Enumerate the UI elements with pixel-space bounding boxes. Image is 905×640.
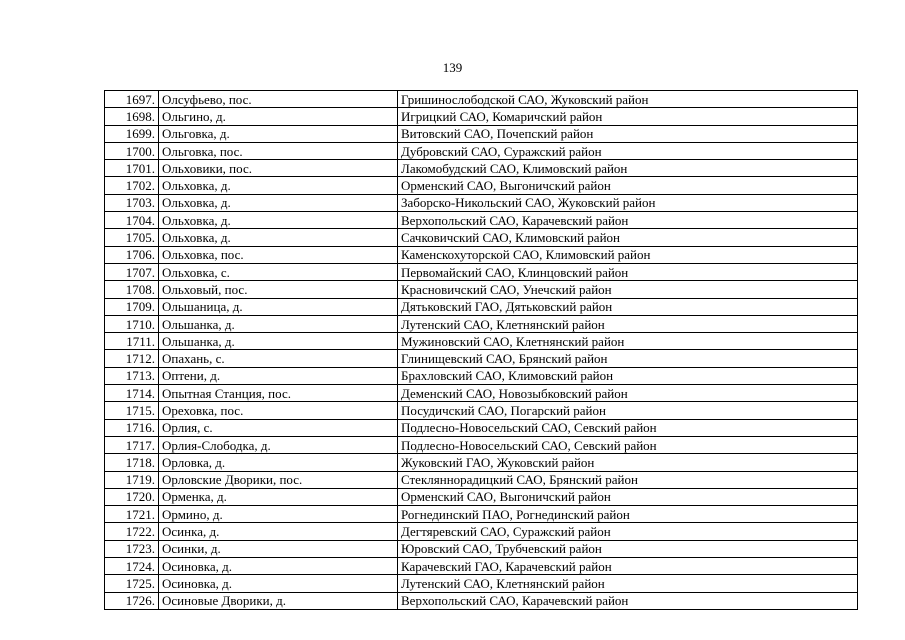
settlement-table-body	[105, 91, 858, 610]
table-row	[105, 350, 858, 367]
settlement-name-cell: Опахань, с.	[159, 350, 398, 367]
row-number-cell: 1714.	[105, 385, 159, 402]
district-cell: Глинищевский САО, Брянский район	[398, 350, 858, 367]
district-cell: Лутенский САО, Клетнянский район	[398, 315, 858, 332]
row-number-cell: 1698.	[105, 108, 159, 125]
table-row	[105, 246, 858, 263]
settlement-name-cell: Ольшанка, д.	[159, 333, 398, 350]
table-row	[105, 540, 858, 557]
settlement-name-cell: Ольшаница, д.	[159, 298, 398, 315]
table-row	[105, 436, 858, 453]
district-cell: Дегтяревский САО, Суражский район	[398, 523, 858, 540]
district-cell: Дубровский САО, Суражский район	[398, 142, 858, 159]
district-cell: Дятьковский ГАО, Дятьковский район	[398, 298, 858, 315]
row-number-cell: 1715.	[105, 402, 159, 419]
row-number-cell: 1725.	[105, 575, 159, 592]
district-cell: Сачковичский САО, Климовский район	[398, 229, 858, 246]
row-number-cell: 1718.	[105, 454, 159, 471]
row-number-cell: 1704.	[105, 212, 159, 229]
row-number-cell: 1703.	[105, 194, 159, 211]
table-row	[105, 160, 858, 177]
row-number-cell: 1712.	[105, 350, 159, 367]
table-row	[105, 229, 858, 246]
table-row	[105, 385, 858, 402]
page-number: 139	[442, 60, 463, 75]
row-number-cell: 1708.	[105, 281, 159, 298]
district-cell: Верхопольский САО, Карачевский район	[398, 592, 858, 609]
table-row	[105, 263, 858, 280]
settlement-name-cell: Осиновые Дворики, д.	[159, 592, 398, 609]
table-row	[105, 419, 858, 436]
row-number-cell: 1713.	[105, 367, 159, 384]
settlement-name-cell: Ормино, д.	[159, 506, 398, 523]
table-row	[105, 592, 858, 609]
district-cell: Игрицкий САО, Комаричский район	[398, 108, 858, 125]
district-cell: Лутенский САО, Клетнянский район	[398, 575, 858, 592]
table-row	[105, 194, 858, 211]
table-row	[105, 471, 858, 488]
settlement-name-cell: Ольговка, д.	[159, 125, 398, 142]
settlement-name-cell: Осинка, д.	[159, 523, 398, 540]
table-row	[105, 177, 858, 194]
table-row	[105, 108, 858, 125]
settlement-name-cell: Ольговка, пос.	[159, 142, 398, 159]
settlement-name-cell: Орловские Дворики, пос.	[159, 471, 398, 488]
district-cell: Подлесно-Новосельский САО, Севский район	[398, 419, 858, 436]
table-row	[105, 402, 858, 419]
district-cell: Подлесно-Новосельский САО, Севский район	[398, 436, 858, 453]
table-row	[105, 506, 858, 523]
district-cell: Лакомобудский САО, Климовский район	[398, 160, 858, 177]
row-number-cell: 1719.	[105, 471, 159, 488]
district-cell: Юровский САО, Трубчевский район	[398, 540, 858, 557]
district-cell: Посудичский САО, Погарский район	[398, 402, 858, 419]
row-number-cell: 1709.	[105, 298, 159, 315]
settlement-name-cell: Олсуфьево, пос.	[159, 91, 398, 108]
district-cell: Каменскохуторской САО, Климовский район	[398, 246, 858, 263]
settlement-name-cell: Ольховый, пос.	[159, 281, 398, 298]
district-cell: Рогнединский ПАО, Рогнединский район	[398, 506, 858, 523]
row-number-cell: 1700.	[105, 142, 159, 159]
table-row	[105, 315, 858, 332]
table-row	[105, 558, 858, 575]
row-number-cell: 1717.	[105, 436, 159, 453]
settlement-name-cell: Орловка, д.	[159, 454, 398, 471]
settlement-name-cell: Орменка, д.	[159, 488, 398, 505]
table-row	[105, 575, 858, 592]
settlement-name-cell: Ольховка, д.	[159, 177, 398, 194]
table-row	[105, 281, 858, 298]
district-cell: Заборско-Никольский САО, Жуковский район	[398, 194, 858, 211]
row-number-cell: 1722.	[105, 523, 159, 540]
settlement-name-cell: Ольховка, д.	[159, 194, 398, 211]
district-cell: Жуковский ГАО, Жуковский район	[398, 454, 858, 471]
settlement-name-cell: Ольховка, д.	[159, 212, 398, 229]
district-cell: Карачевский ГАО, Карачевский район	[398, 558, 858, 575]
district-cell: Витовский САО, Почепский район	[398, 125, 858, 142]
row-number-cell: 1721.	[105, 506, 159, 523]
row-number-cell: 1699.	[105, 125, 159, 142]
settlement-name-cell: Ольшанка, д.	[159, 315, 398, 332]
table-row	[105, 454, 858, 471]
row-number-cell: 1707.	[105, 263, 159, 280]
row-number-cell: 1705.	[105, 229, 159, 246]
table-row	[105, 488, 858, 505]
row-number-cell: 1706.	[105, 246, 159, 263]
settlement-table	[104, 90, 858, 610]
settlement-name-cell: Ольгино, д.	[159, 108, 398, 125]
table-row	[105, 91, 858, 108]
table-row	[105, 142, 858, 159]
settlement-name-cell: Ореховка, пос.	[159, 402, 398, 419]
settlement-name-cell: Оптени, д.	[159, 367, 398, 384]
row-number-cell: 1723.	[105, 540, 159, 557]
settlement-name-cell: Осинки, д.	[159, 540, 398, 557]
settlement-name-cell: Осиновка, д.	[159, 558, 398, 575]
district-cell: Стекляннорадицкий САО, Брянский район	[398, 471, 858, 488]
row-number-cell: 1726.	[105, 592, 159, 609]
district-cell: Первомайский САО, Клинцовский район	[398, 263, 858, 280]
row-number-cell: 1701.	[105, 160, 159, 177]
table-row	[105, 125, 858, 142]
row-number-cell: 1710.	[105, 315, 159, 332]
district-cell: Верхопольский САО, Карачевский район	[398, 212, 858, 229]
settlement-name-cell: Ольховка, пос.	[159, 246, 398, 263]
row-number-cell: 1697.	[105, 91, 159, 108]
row-number-cell: 1711.	[105, 333, 159, 350]
district-cell: Деменский САО, Новозыбковский район	[398, 385, 858, 402]
district-cell: Мужиновский САО, Клетнянский район	[398, 333, 858, 350]
settlement-name-cell: Орлия, с.	[159, 419, 398, 436]
settlement-name-cell: Ольховка, д.	[159, 229, 398, 246]
district-cell: Орменский САО, Выгоничский район	[398, 488, 858, 505]
row-number-cell: 1702.	[105, 177, 159, 194]
row-number-cell: 1716.	[105, 419, 159, 436]
settlement-name-cell: Опытная Станция, пос.	[159, 385, 398, 402]
row-number-cell: 1720.	[105, 488, 159, 505]
district-cell: Красновичский САО, Унечский район	[398, 281, 858, 298]
district-cell: Гришинослободской САО, Жуковский район	[398, 91, 858, 108]
district-cell: Орменский САО, Выгоничский район	[398, 177, 858, 194]
table-row	[105, 523, 858, 540]
district-cell: Брахловский САО, Климовский район	[398, 367, 858, 384]
settlement-name-cell: Орлия-Слободка, д.	[159, 436, 398, 453]
table-row	[105, 298, 858, 315]
settlement-name-cell: Ольховики, пос.	[159, 160, 398, 177]
settlement-name-cell: Ольховка, с.	[159, 263, 398, 280]
table-row	[105, 333, 858, 350]
row-number-cell: 1724.	[105, 558, 159, 575]
table-row	[105, 367, 858, 384]
settlement-name-cell: Осиновка, д.	[159, 575, 398, 592]
table-row	[105, 212, 858, 229]
